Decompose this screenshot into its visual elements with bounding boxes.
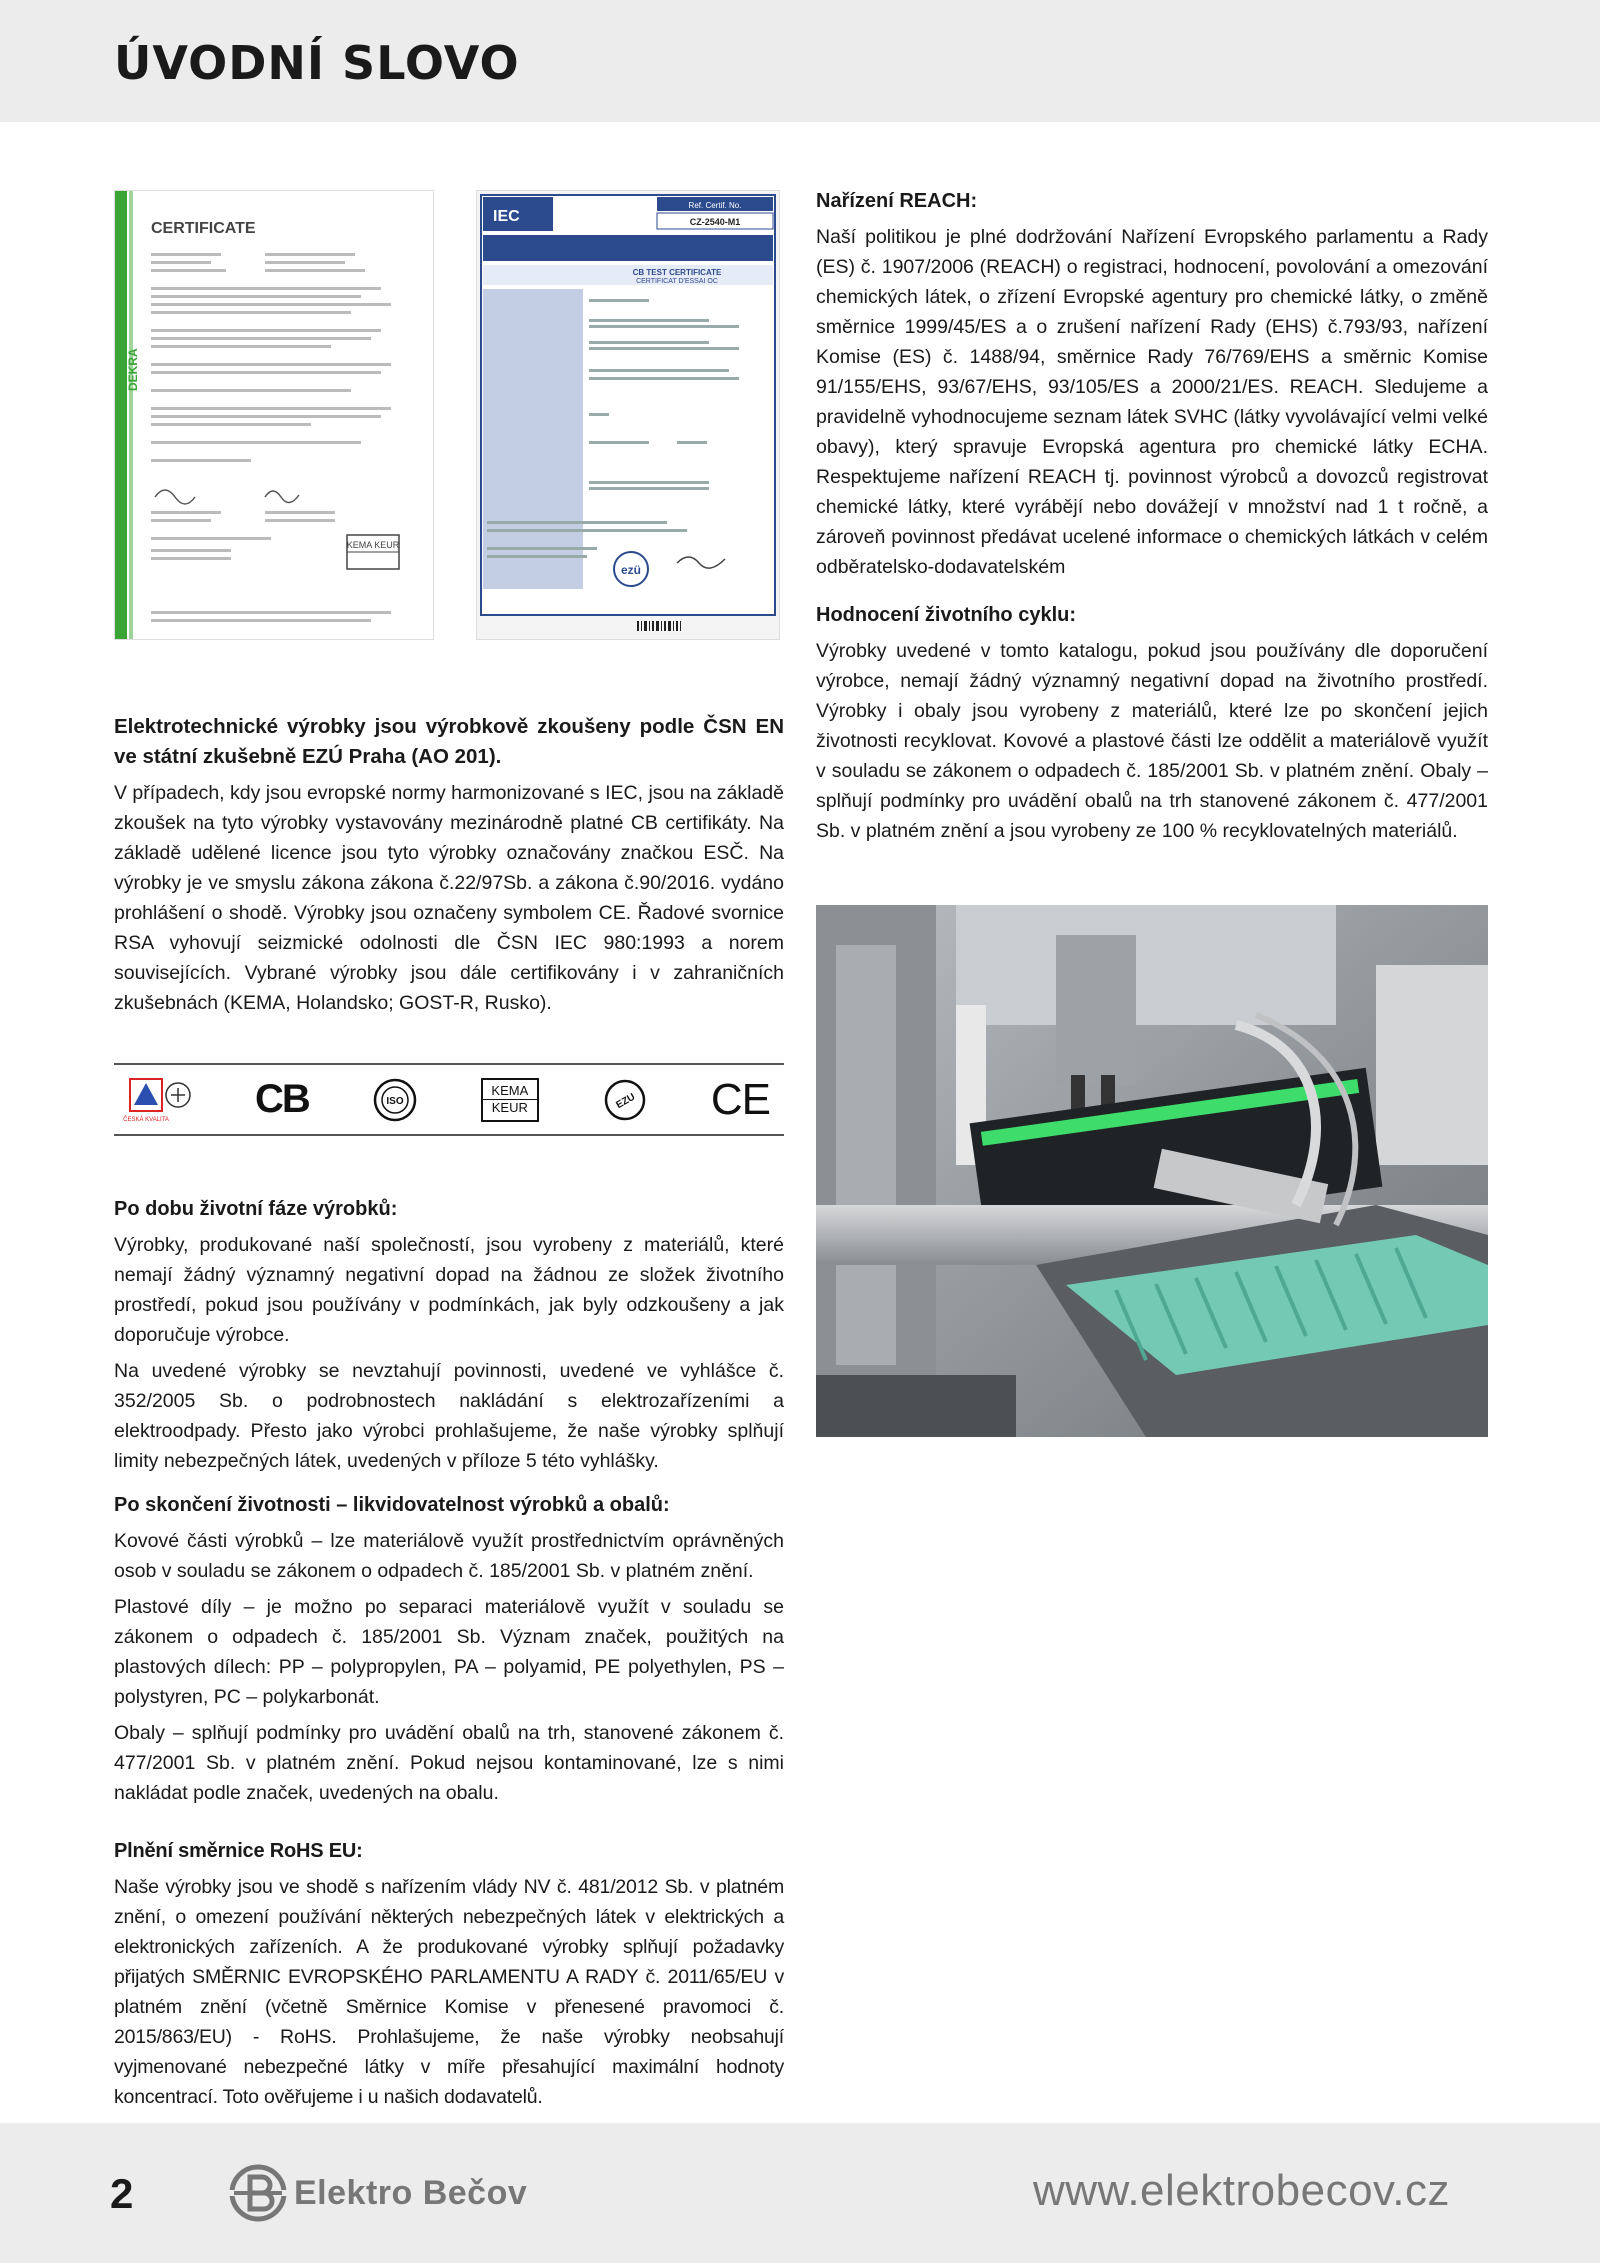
certification-logos xyxy=(114,1063,784,1136)
life-cycle-heading: Hodnocení životního cyklu: xyxy=(816,604,1077,626)
footer-brand-name: Elektro Bečov xyxy=(294,2173,528,2212)
iec-ref-no: CZ-2540-M1 xyxy=(689,217,741,227)
reach-text: Naší politikou je plné dodržování Nařízení Evropského parlamentu a Rady (ES) č. 1907/2006 (REACH) o registraci, hodnocení, povolování a omezování chemických látek, o zřízení Evropské agentury pro chemické látky, o změně směrnice 1999/45/ES a o zrušení nařízení Rady (EHS) č.793/93, nařízení Komise (ES) č. 1488/94, směrnice Rady 76/769/EHS a směrnic Komise 91/155/EHS, 93/67/EHS, 93/105/ES a 2000/21/ES. REACH. Sledujeme a pravidelně vyhodnocujeme seznam látek SVHC (látky vyvolávající velmi velké obavy), který spravuje Evropská agentura pro chemické látky ECHA. Respektujeme nařízení REACH tj. povinnost výrobců a dovozců registrovat chemické látky, které vyrábějí nebo dovážejí v množství nad 1 t ročně, a zároveň povinnost předávat ucelené informace o chemických látkách v celém odběratelsko-dodavatelském xyxy=(816,226,1488,578)
elektro-becov-logo-icon xyxy=(228,2163,288,2223)
cb-logo: CB xyxy=(255,1077,309,1121)
reach-section xyxy=(816,186,1488,588)
end-of-life-section xyxy=(114,1490,784,1814)
end-of-life-heading: Po skončení životnosti – likvidovatelnost výrobků a obalů: xyxy=(114,1494,670,1516)
life-phase-heading: Po dobu životní fáze výrobků: xyxy=(114,1198,398,1220)
footer-brand xyxy=(228,2160,527,2226)
esc-logo xyxy=(123,1070,192,1130)
iso-logo xyxy=(372,1070,418,1130)
ezu-logo xyxy=(602,1070,648,1130)
dekra-brand: DEKRA xyxy=(126,348,140,391)
dekra-mark: KEMA KEUR xyxy=(346,540,400,550)
rohs-heading: Plnění směrnice RoHS EU: xyxy=(114,1840,363,1862)
life-cycle-text: Výrobky uvedené v tomto katalogu, pokud jsou používány dle doporučení výrobce, nemají žádný významný negativní dopad na životního prostředí. Výrobky i obaly jsou vyrobeny z materiálů, které lze po skončení jejich životnosti recyklovat. Kovové a plastové části lze oddělit a materiálově využít v souladu se zákonem o odpadech č. 185/2001 Sb. v platném znění. Obaly – splňují podmínky pro uvádění obalů na trh stanovené zákonem č. 477/2001 Sb. v platném znění a jsou vyrobeny ze 100 % recyklovatelných materiálů. xyxy=(816,640,1488,842)
iec-subheading: CERTIFICAT D'ESSAI OC xyxy=(636,278,718,285)
cb-certificate-image xyxy=(476,190,780,640)
intro-heading: Elektrotechnické výrobky jsou výrobkově zkoušeny podle ČSN EN ve státní zkušebně EZÚ Praha (AO 201). xyxy=(114,715,784,768)
intro-text: V případech, kdy jsou evropské normy harmonizované s IEC, jsou na základě zkoušek na tyto výrobky vystavovány mezinárodně platné CB certifikáty. Na základě udělené licence jsou tyto výrobky označovány značkou ESČ. Na výrobky je ve smyslu zákona zákona č.22/97Sb. a zákona č.90/2016. vydáno prohlášení o shodě. Výrobky jsou označeny symbolem CE. Řadové svornice RSA vyhovují seizmické odolnosti dle ČSN IEC 980:1993 a norem souvisejících. Vybrané výrobky jsou dále certifikovány i v zahraničních zkušebnách (KEMA, Holandsko; GOST-R, Rusko). xyxy=(114,782,784,1014)
page-title: ÚVODNÍ SLOVO xyxy=(114,36,520,90)
dekra-heading: CERTIFICATE xyxy=(151,220,256,237)
reach-heading: Nařízení REACH: xyxy=(816,190,978,212)
iec-ref-label: Ref. Certif. No. xyxy=(688,201,742,210)
iec-heading: CB TEST CERTIFICATE xyxy=(632,268,722,277)
ce-logo: CE xyxy=(710,1074,770,1124)
footer-website[interactable]: www.elektrobecov.cz xyxy=(1032,2166,1450,2215)
svg-text:ČESKÁ KVALITA: ČESKÁ KVALITA xyxy=(123,1116,169,1123)
life-phase-section xyxy=(114,1194,784,1482)
kema-keur-logo: KEMA KEUR xyxy=(481,1070,539,1130)
rohs-section xyxy=(114,1836,784,2118)
ezu-stamp: ezü xyxy=(620,563,642,577)
production-line-photo xyxy=(816,905,1488,1437)
svg-text:EZU: EZU xyxy=(614,1091,638,1111)
rohs-p1: Naše výrobky jsou ve shodě s nařízením vlády NV č. 481/2012 Sb. v platném znění, o omezení používání některých nebezpečných látek v elektrických a elektronických zařízeních. A že produkované výrobky splňují požadavky přijatých SMĚRNIC EVROPSKÉHO PARLAMENTU A RADY č. 2011/65/EU v platném znění (včetně Směrnice Komise v přenesené pravomoci č. 2015/863/EU) - RoHS. Prohlašujeme, že naše výrobky neobsahují vyjmenované nebezpečné látky v míře přesahující maximální hodnoty koncentrací. Toto ověřujeme i u našich dodavatelů. xyxy=(114,1876,784,2108)
intro-section xyxy=(114,712,784,1024)
end-of-life-p3: Obaly – splňují podmínky pro uvádění obalů na trh, stanovené zákonem č. 477/2001 Sb. v platném znění. Pokud nejsou kontaminované, lze s nimi nakládat podle značek, uvedených na obalu. xyxy=(114,1722,784,1804)
svg-text:ISO: ISO xyxy=(386,1095,404,1107)
life-cycle-section xyxy=(816,600,1488,852)
end-of-life-p1: Kovové části výrobků – lze materiálově využít prostřednictvím oprávněných osob v souladu se zákonem o odpadech č. 185/2001 Sb. v platném znění. xyxy=(114,1530,784,1582)
page-number: 2 xyxy=(110,2170,134,2217)
dekra-certificate-image xyxy=(114,190,434,640)
iec-logo: IEC xyxy=(493,208,520,225)
life-phase-p1: Výrobky, produkované naší společností, jsou vyrobeny z materiálů, které nemají žádný významný negativní dopad na žádnou ze složek životního prostředí, pokud jsou používány v podmínkách, jak byly odzkoušeny a jak doporučuje výrobce. xyxy=(114,1234,784,1346)
life-phase-p2: Na uvedené výrobky se nevztahují povinnosti, uvedené ve vyhlášce č. 352/2005 Sb. o podrobnostech nakládání s elektrozařízeními a elektroodpady. Přesto jako výrobci prohlašujeme, že naše výrobky splňují limity nebezpečných látek, uvedených v příloze 5 této vyhlášky. xyxy=(114,1360,784,1472)
end-of-life-p2: Plastové díly – je možno po separaci materiálově využít v souladu se zákonem o odpadech č. 185/2001 Sb. Význam značek, použitých na plastových dílech: PP – polypropylen, PA – polyamid, PE polyethylen, PS – polystyren, PC – polykarbonát. xyxy=(114,1596,784,1708)
